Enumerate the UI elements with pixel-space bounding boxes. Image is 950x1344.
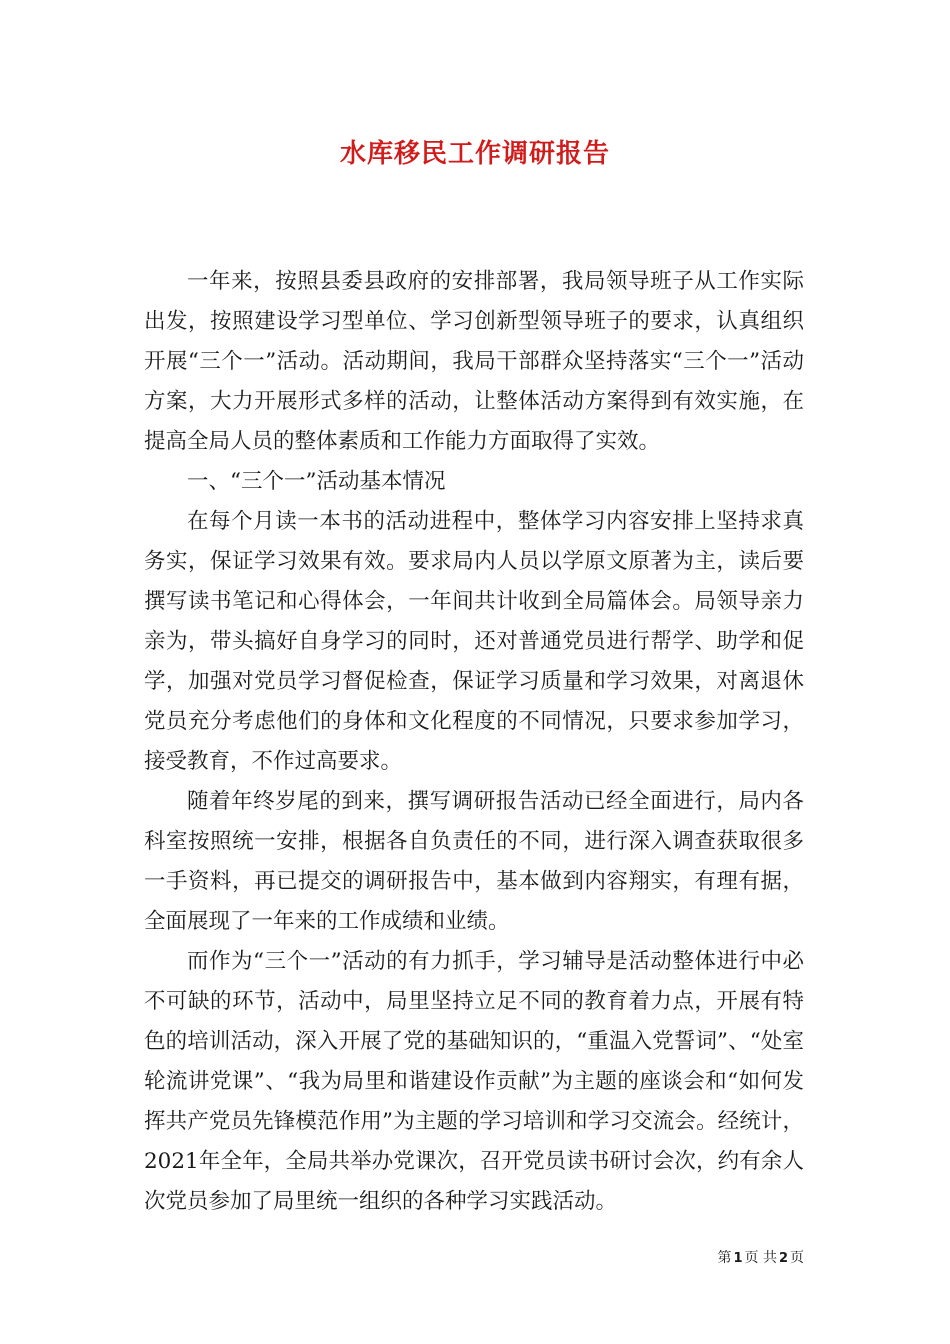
- research-report-paragraph: 随着年终岁尾的到来，撰写调研报告活动已经全面进行，局内各科室按照统一安排，根据各自负责任的不同，进行深入调查获取很多一手资料，再已提交的调研报告中，基本做到内容翔实，有理有据，全面展现了一年来的工作成绩和业绩。: [144, 789, 804, 934]
- footer-middle: 页 共: [744, 1250, 777, 1266]
- section-heading: 一、“三个一”活动基本情况: [187, 469, 446, 494]
- page-number-footer: [717, 1247, 804, 1267]
- page-title: 水库移民工作调研报告: [339, 139, 610, 169]
- total-pages-number: 2: [778, 1251, 788, 1266]
- footer-suffix: 页: [790, 1250, 804, 1266]
- intro-paragraph: 一年来，按照县委县政府的安排部署，我局领导班子从工作实际出发，按照建设学习型单位、学习创新型领导班子的要求，认真组织开展“三个一”活动。活动期间，我局干部群众坚持落实“三个一”活动方案，大力开展形式多样的活动，让整体活动方案得到有效实施，在提高全局人员的整体素质和工作能力方面取得了实效。: [144, 269, 805, 454]
- study-guidance-paragraph: 而作为“三个一”活动的有力抓手，学习辅导是活动整体进行中必不可缺的环节，活动中，局里坚持立足不同的教育着力点，开展有特色的培训活动，深入开展了党的基础知识的，“重温入党誓词”、“处室轮流讲党课”、“我为局里和谐建设作贡献”为主题的座谈会和“如何发挥共产党员先锋模范作用”为主题的学习培训和学习交流会。经统计，2021年全年，全局共举办党课次，召开党员读书研讨会次，约有余人次党员参加了局里统一组织的各种学习实践活动。: [144, 949, 804, 1214]
- current-page-number: 1: [733, 1251, 743, 1266]
- reading-activity-paragraph: 在每个月读一本书的活动进程中，整体学习内容安排上坚持求真务实，保证学习效果有效。要求局内人员以学原文原著为主，读后要撰写读书笔记和心得体会，一年间共计收到全局篇体会。局领导亲力亲为，带头搞好自身学习的同时，还对普通党员进行帮学、助学和促学，加强对党员学习督促检查，保证学习质量和学习效果，对离退休党员充分考虑他们的身体和文化程度的不同情况，只要求参加学习，接受教育，不作过高要求。: [144, 509, 804, 774]
- document-body: [144, 262, 804, 1222]
- footer-prefix: 第: [717, 1250, 732, 1266]
